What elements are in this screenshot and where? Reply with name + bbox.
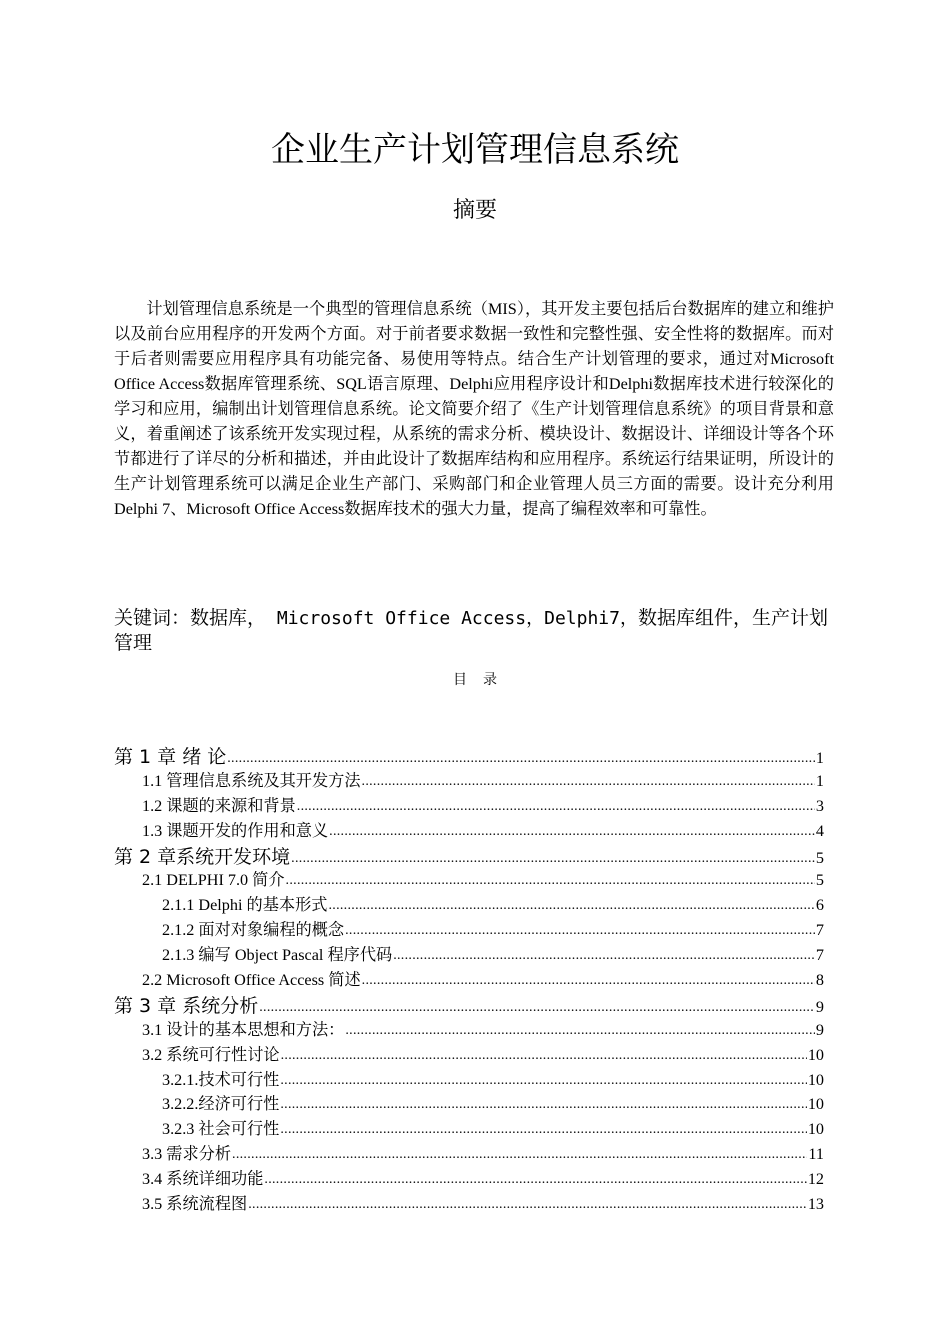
toc-entry-label: 3.3 需求分析 <box>142 1145 232 1164</box>
toc-leader-dots <box>393 948 815 964</box>
toc-entry-label: 第 1 章 绪 论 <box>114 746 227 768</box>
toc-entry[interactable] <box>114 842 824 867</box>
toc-entry-label: 3.2 系统可行性讨论 <box>142 1045 280 1064</box>
toc-leader-dots <box>259 1000 815 1016</box>
toc-entry-page: 10 <box>807 1045 824 1064</box>
toc-entry-page: 4 <box>815 821 824 840</box>
toc-entry[interactable] <box>114 1090 824 1115</box>
toc-entry[interactable] <box>114 891 824 916</box>
keywords <box>114 606 834 656</box>
toc-leader-dots <box>291 851 815 867</box>
toc-leader-dots <box>297 799 815 815</box>
toc-leader-dots <box>345 1023 815 1039</box>
toc-entry-label: 1.1 管理信息系统及其开发方法 <box>142 771 361 790</box>
toc-entry[interactable] <box>114 941 824 966</box>
toc-entry-label: 3.5 系统流程图 <box>142 1195 248 1214</box>
toc-entry-page: 10 <box>807 1095 824 1114</box>
toc-entry[interactable] <box>114 866 824 891</box>
toc-leader-dots <box>362 774 815 790</box>
toc-entry-page: 13 <box>807 1195 824 1214</box>
toc-entry[interactable] <box>114 792 824 817</box>
toc-entry-page: 8 <box>815 971 824 990</box>
toc-entry-label: 2.1.1 Delphi 的基本形式 <box>162 896 328 915</box>
toc-entry[interactable] <box>114 1140 824 1165</box>
toc-entry[interactable] <box>114 916 824 941</box>
toc-entry-page: 1 <box>815 749 824 767</box>
toc-leader-dots <box>362 973 815 989</box>
toc-entry[interactable] <box>114 966 824 991</box>
toc-leader-dots <box>286 873 815 889</box>
toc-entry[interactable] <box>114 1115 824 1140</box>
toc-entry[interactable] <box>114 767 824 792</box>
toc-entry-page: 12 <box>807 1170 824 1189</box>
toc-entry-label: 3.2.1.技术可行性 <box>162 1070 280 1089</box>
toc-leader-dots <box>329 824 815 840</box>
toc-entry-label: 2.2 Microsoft Office Access 简述 <box>142 971 361 990</box>
toc-entry-label: 第 3 章 系统分析 <box>114 994 259 1017</box>
table-of-contents <box>114 742 824 1215</box>
toc-leader-dots <box>280 1097 806 1113</box>
toc-entry-page: 3 <box>815 796 824 815</box>
toc-entry-label: 3.1 设计的基本思想和方法： <box>142 1020 345 1039</box>
toc-leader-dots <box>264 1172 806 1188</box>
keywords-suffix: 数据库组件，生产计划管理 <box>114 607 828 654</box>
toc-entry-page: 10 <box>807 1120 824 1139</box>
toc-leader-dots <box>328 898 814 914</box>
toc-leader-dots <box>232 1147 807 1163</box>
toc-entry[interactable] <box>114 1190 824 1215</box>
toc-entry-label: 1.3 课题开发的作用和意义 <box>142 821 329 840</box>
toc-entry-page: 5 <box>815 848 824 867</box>
toc-entry-label: 2.1.3 编写 Object Pascal 程序代码 <box>162 946 393 965</box>
abstract-heading: 摘要 <box>452 198 497 223</box>
toc-entry-label: 3.2.2.经济可行性 <box>162 1095 280 1114</box>
toc-leader-dots <box>280 1073 806 1089</box>
toc-entry-page: 10 <box>807 1070 824 1089</box>
document-title: 企业生产计划管理信息系统 <box>271 130 679 170</box>
toc-entry-page: 1 <box>815 771 824 790</box>
toc-leader-dots <box>280 1122 806 1138</box>
keywords-prefix: 关键词：数据库， <box>114 607 267 629</box>
toc-entry[interactable] <box>114 1041 824 1066</box>
toc-entry-page: 7 <box>815 946 824 965</box>
toc-entry-label: 1.2 课题的来源和背景 <box>142 796 296 815</box>
toc-entry-label: 2.1 DELPHI 7.0 简介 <box>142 871 285 890</box>
toc-entry-page: 5 <box>815 871 824 890</box>
toc-entry[interactable] <box>114 991 824 1016</box>
toc-leader-dots <box>281 1048 807 1064</box>
toc-entry-page: 9 <box>815 1020 824 1039</box>
toc-entry[interactable] <box>114 1016 824 1041</box>
toc-leader-dots <box>248 1197 807 1213</box>
toc-leader-dots <box>227 751 815 767</box>
toc-title: 目录 <box>453 672 513 688</box>
toc-entry[interactable] <box>114 1165 824 1190</box>
toc-entry-page: 9 <box>815 997 824 1016</box>
toc-entry[interactable] <box>114 742 824 767</box>
toc-entry-page: 6 <box>815 896 824 915</box>
keywords-mono: Microsoft Office Access，Delphi7， <box>266 608 638 629</box>
toc-entry[interactable] <box>114 817 824 842</box>
abstract-text: 计划管理信息系统是一个典型的管理信息系统（MIS），其开发主要包括后台数据库的建立和维护以及前台应用程序的开发两个方面。对于前者要求数据一致性和完整性强、安全性将的数据库。而对于后者则需要应用程序具有功能完备、易使用等特点。结合生产计划管理的要求，通过对Microsoft Office Access数据库管理系统、SQL语言原理、Delphi应用程序设计和Delphi数据库技术进行较深化的学习和应用，编制出计划管理信息系统。论文简要介绍了《生产计划管理信息系统》的项目背景和意义，着重阐述了该系统开发实现过程，从系统的需求分析、模块设计、数据设计、详细设计等各个环节都进行了详尽的分析和描述，并由此设计了数据库结构和应用程序。系统运行结果证明，所设计的生产计划管理系统可以满足企业生产部门、采购部门和企业管理人员三方面的需要。设计充分利用Delphi 7、Microsoft Office Access数据库技术的强大力量，提高了编程效率和可靠性。 <box>114 300 834 518</box>
toc-entry-label: 第 2 章系统开发环境 <box>114 845 291 868</box>
toc-entry-label: 3.4 系统详细功能 <box>142 1170 264 1189</box>
toc-entry-label: 3.2.3 社会可行性 <box>162 1120 280 1139</box>
toc-entry-page: 7 <box>815 921 824 940</box>
toc-entry[interactable] <box>114 1066 824 1091</box>
toc-entry-page: 11 <box>808 1145 824 1164</box>
toc-leader-dots <box>345 923 815 939</box>
toc-entry-label: 2.1.2 面对对象编程的概念 <box>162 921 345 940</box>
